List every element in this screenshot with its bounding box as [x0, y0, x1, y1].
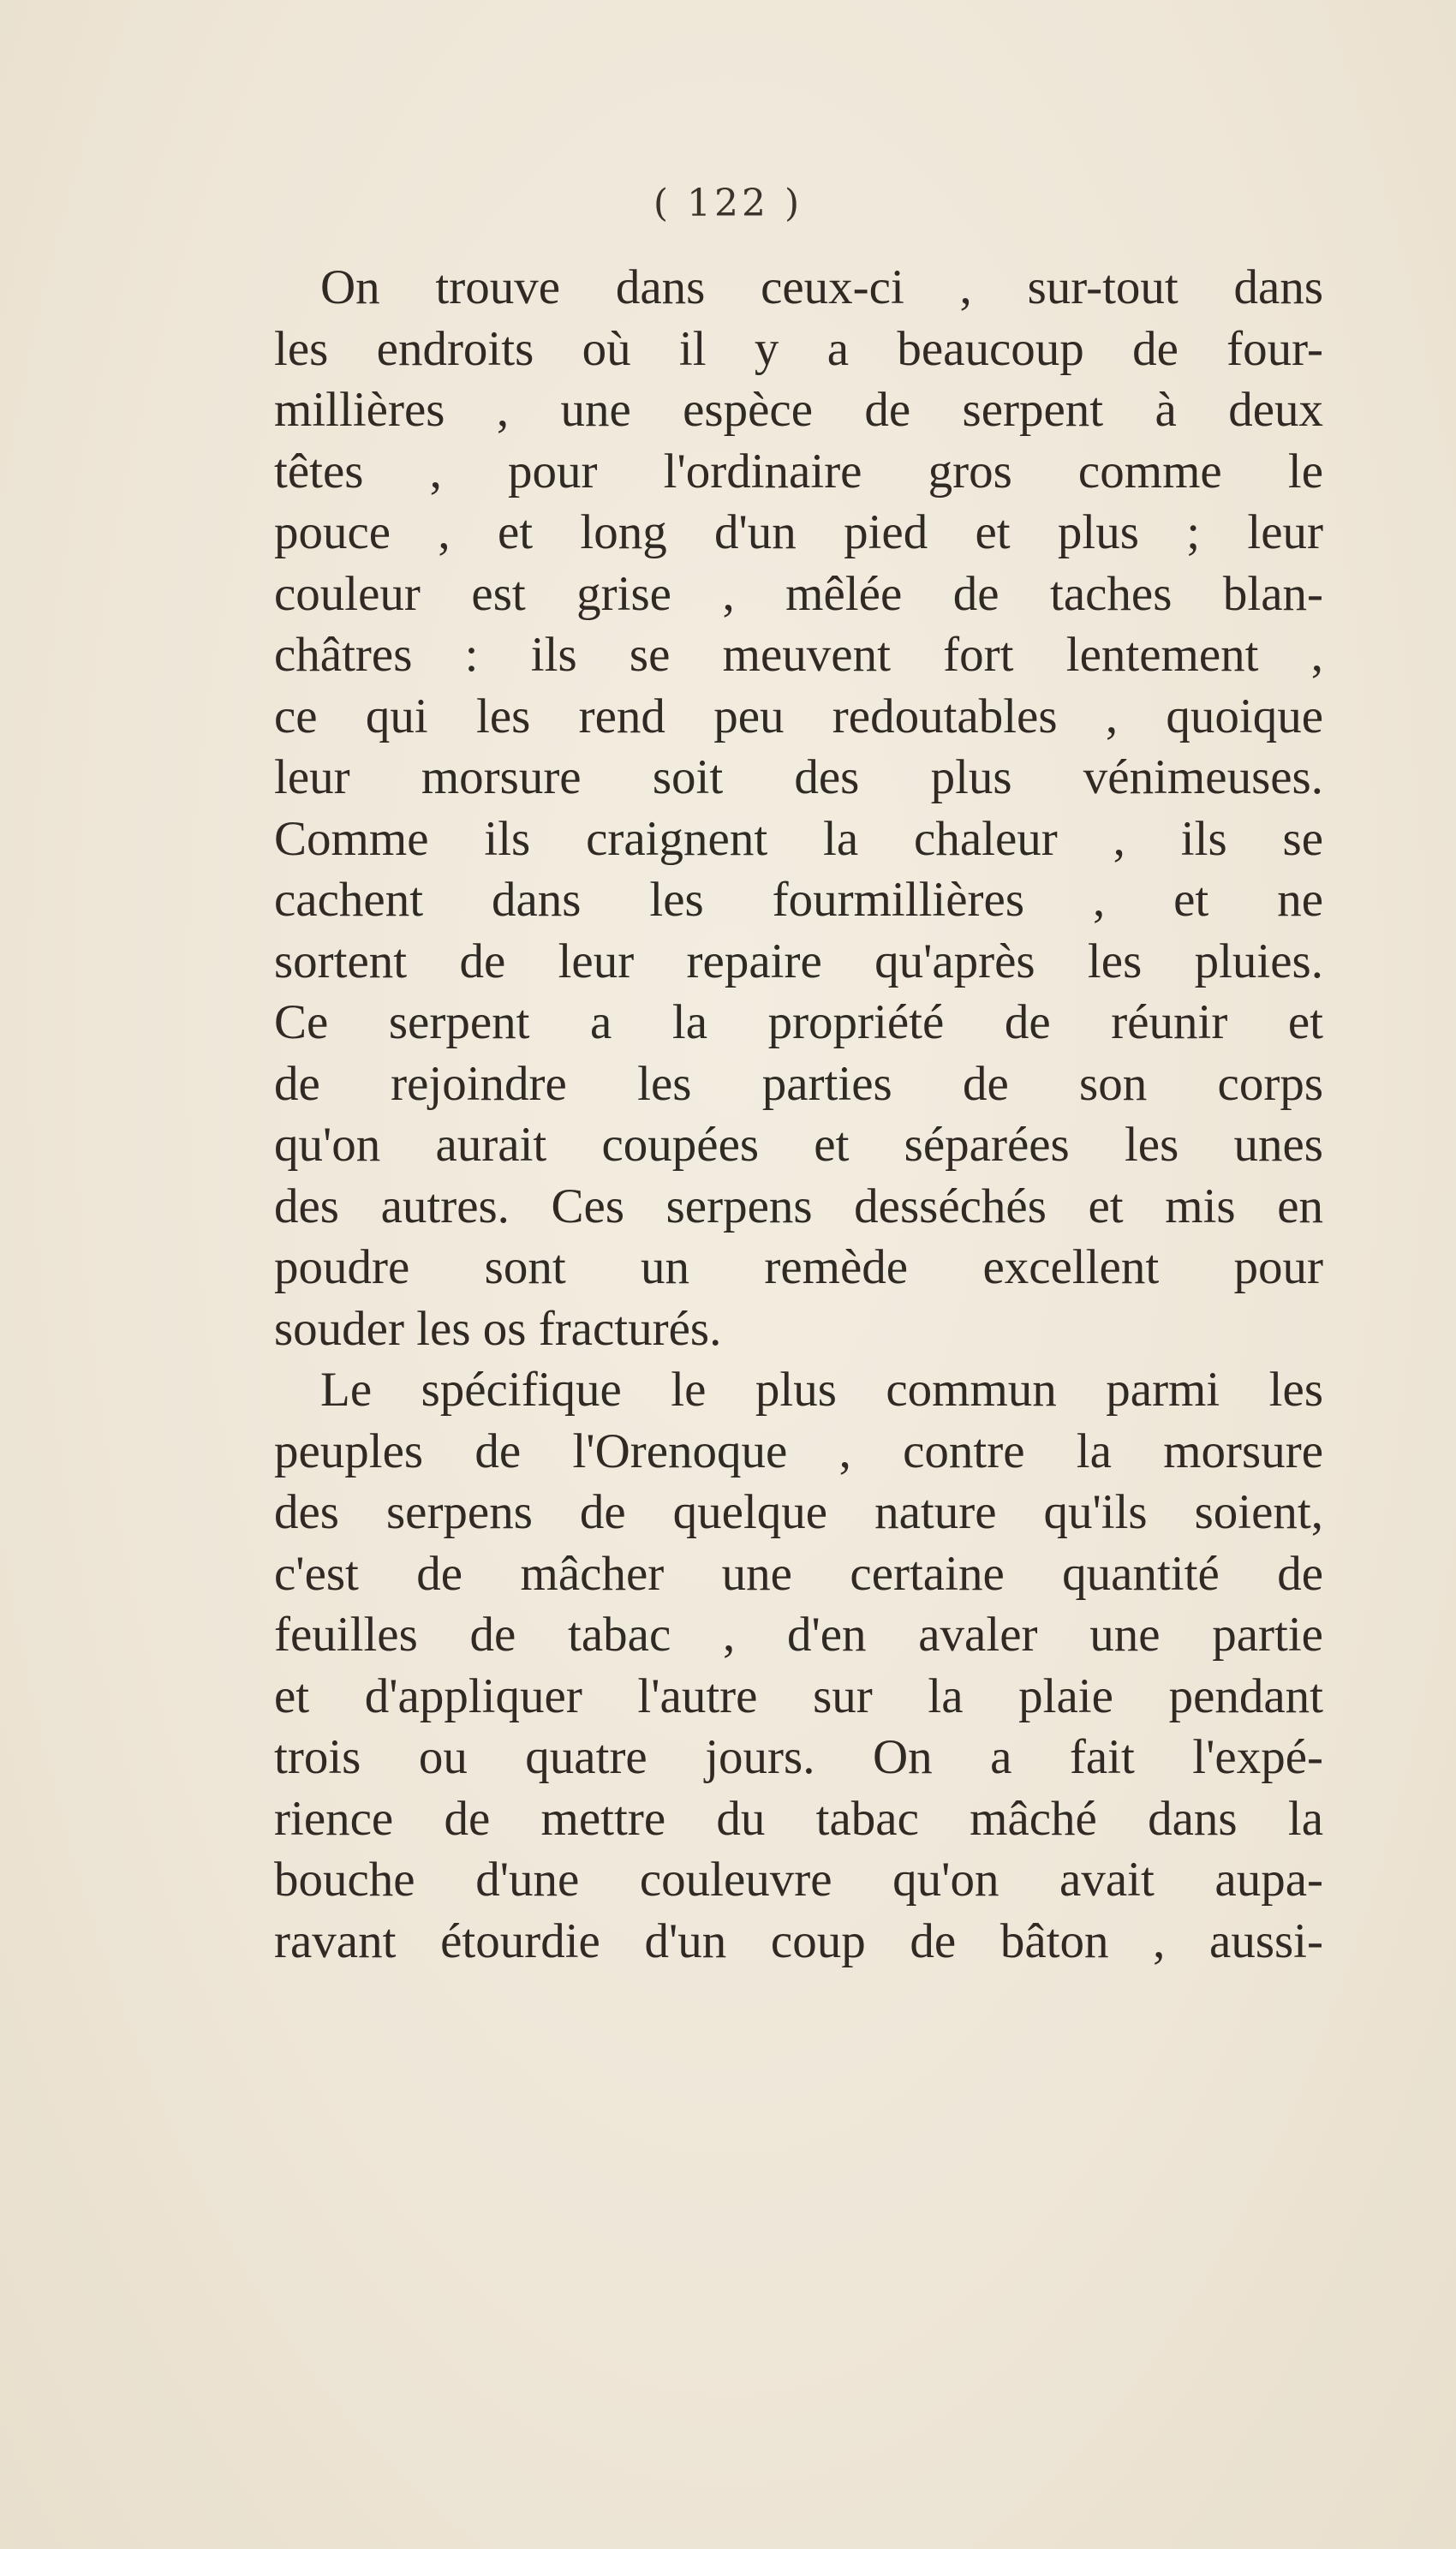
text-line: sortent de leur repaire qu'après les pluies.: [274, 934, 1323, 988]
text-line: cachent dans les fourmillières , et ne: [274, 873, 1323, 927]
text-line: On trouve dans ceux-ci , sur-tout dans: [320, 260, 1323, 314]
text-line: couleur est grise , mêlée de taches blan-: [274, 566, 1323, 621]
text-line: millières , une espèce de serpent à deux: [274, 383, 1323, 437]
text-line: poudre sont un remède excellent pour: [274, 1240, 1323, 1294]
text-line: feuilles de tabac , d'en avaler une partie: [274, 1608, 1323, 1662]
body-text: [274, 257, 1323, 1972]
text-line: châtres : ils se meuvent fort lentement ,: [274, 628, 1323, 682]
text-line: des serpens de quelque nature qu'ils soient,: [274, 1485, 1323, 1539]
text-line: pouce , et long d'un pied et plus ; leur: [274, 505, 1323, 559]
text-line: c'est de mâcher une certaine quantité de: [274, 1546, 1323, 1601]
text-line: peuples de l'Orenoque , contre la morsure: [274, 1424, 1323, 1478]
text-line: et d'appliquer l'autre sur la plaie pendant: [274, 1668, 1323, 1723]
page-number-header: ( 122 ): [653, 182, 803, 225]
text-line: ce qui les rend peu redoutables , quoique: [274, 689, 1323, 743]
text-line: leur morsure soit des plus vénimeuses.: [274, 750, 1323, 804]
text-line: les endroits où il y a beaucoup de four-: [274, 321, 1323, 376]
text-line: rience de mettre du tabac mâché dans la: [274, 1791, 1323, 1846]
text-line: de rejoindre les parties de son corps: [274, 1056, 1323, 1111]
text-line: bouche d'une couleuvre qu'on avait aupa-: [274, 1853, 1323, 1907]
text-line: ravant étourdie d'un coup de bâton , aussi-: [274, 1913, 1323, 1968]
text-line: Le spécifique le plus commun parmi les: [320, 1363, 1323, 1417]
text-line: des autres. Ces serpens desséchés et mis en: [274, 1179, 1323, 1233]
text-line: souder les os fracturés.: [274, 1301, 722, 1356]
text-line: Ce serpent a la propriété de réunir et: [274, 995, 1323, 1049]
text-line: trois ou quatre jours. On a fait l'expé-: [274, 1730, 1323, 1784]
text-line: qu'on aurait coupées et séparées les unes: [274, 1118, 1323, 1172]
text-line: Comme ils craignent la chaleur , ils se: [274, 811, 1323, 866]
text-line: têtes , pour l'ordinaire gros comme le: [274, 444, 1323, 498]
